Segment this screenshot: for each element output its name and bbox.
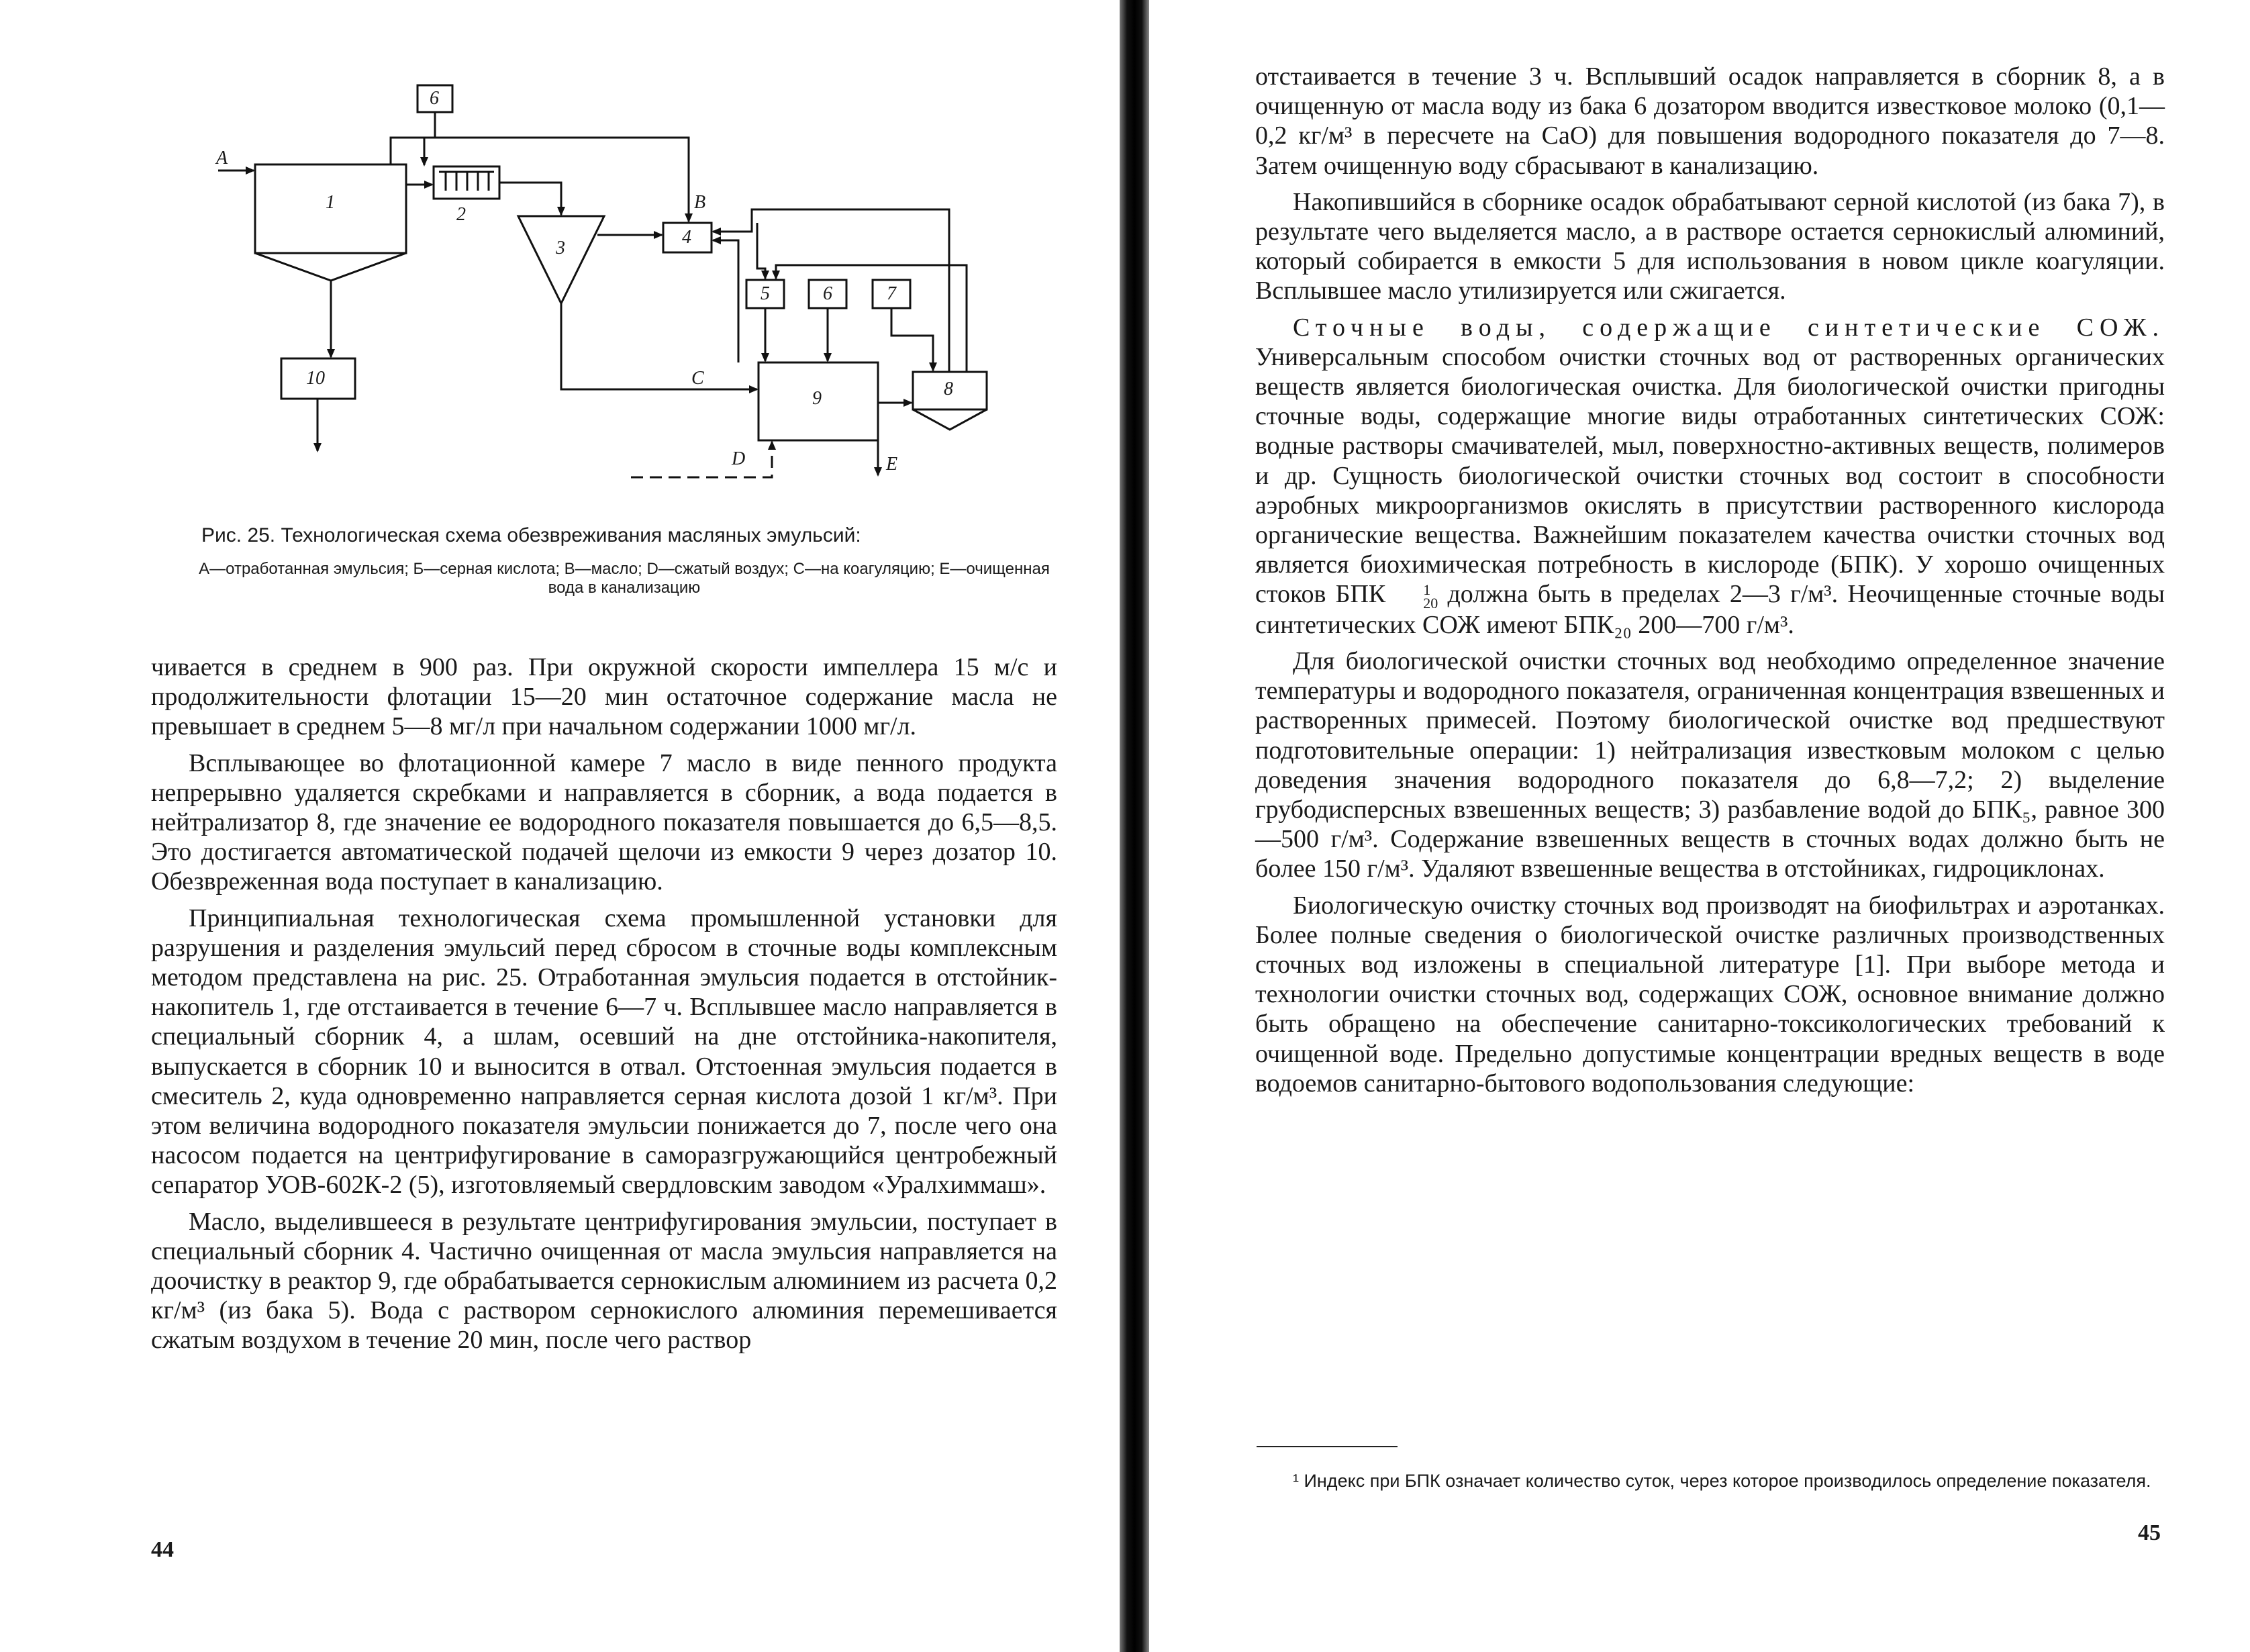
section-heading-sozh: Сточные воды, содержащие синтетические СОЖ. — [1293, 313, 2165, 342]
footnote: ¹ Индекс при БПК означает количество суток, через которое производилось определение показателя. — [1293, 1471, 2151, 1491]
flow-label-d: D — [732, 448, 746, 469]
box-label-3: 3 — [556, 238, 565, 258]
flow-label-e: E — [886, 454, 898, 475]
footnote-divider — [1257, 1446, 1398, 1447]
figure-caption-legend: А—отработанная эмульсия; Б—серная кислота; В—масло; D—сжатый воздух; С—на коагуляцию; Е—очищенная вода в канализацию — [199, 560, 1050, 597]
box-label-7: 7 — [887, 283, 896, 304]
box-label-4: 4 — [682, 227, 691, 248]
box-label-8: 8 — [944, 379, 953, 399]
left-page-body — [151, 652, 1057, 1362]
bpk-subscript: 20 — [1423, 594, 1438, 612]
right-paragraph-3-tail: должна быть в пределах 2—3 г/м³. Неочищенные сточные воды синтетических СОЖ имеют БПК₂₀ 200—700 г/м³. — [1255, 580, 2165, 639]
box-label-6: 6 — [823, 283, 832, 304]
right-paragraph-4: Для биологической очистки сточных вод необходимо определенное значение температуры и водородного показателя, ограниченная концентрация взвешенных и растворенных примесей. Поэтому биологической очистке вод предшествуют подготовительные операции: 1) нейтрализация известковым молоком с целью доведения значения водородного показателя до 6,8—7,2; 2) выделение грубодисперсных взвешенных веществ; 3) разбавление водой до БПК₅, равное 300—500 г/м³. Содержание взвешенных веществ в сточных водах должно быть не более 150 г/м³. Удаляют взвешенные вещества в отстойниках, гидроциклонах. — [1255, 646, 2165, 883]
figure-caption-title: Рис. 25. Технологическая схема обезвреживания масляных эмульсий: — [201, 524, 861, 546]
box-label-5: 5 — [761, 283, 770, 304]
bpk-term: БПК — [1335, 580, 1386, 609]
bpk-footnote-mark: 1 — [1423, 581, 1431, 598]
box-label-9: 9 — [812, 388, 822, 409]
box-label-2: 2 — [456, 204, 466, 225]
left-paragraph-1: чивается в среднем в 900 раз. При окружной скорости импеллера 15 м/с и продолжительности флотации 15—20 мин остаточное содержание масла не превышает в среднем 5—8 мг/л при начальном содержании 1000 мг/л. — [151, 653, 1057, 741]
flow-label-b: B — [694, 192, 706, 213]
diagram-lines — [195, 67, 1067, 497]
right-paragraph-3 — [1255, 313, 2165, 640]
flow-label-a: A — [216, 148, 228, 168]
left-paragraph-3: Принципиальная технологическая схема промышленной установки для разрушения и разделения эмульсий перед сбросом в сточные воды комплексным методом представлена на рис. 25. Отработанная эмульсия подается в отстойник-накопитель 1, где отстаивается в течение 6—7 ч. Всплывшее масло направляется в специальный сборник 4, а шлам, осевший на дне отстойника-накопителя, выпускается в сборник 10 и выносится в отвал. Отстоенная эмульсия подается в смеситель 2, куда одновременно направляется серная кислота дозой 1 кг/м³. При этом величина водородного показателя эмульсии понижается до 7, после чего она насосом подается на центрифугирование в саморазгружающийся центробежный сепаратор УОВ-602К-2 (5), изготовляемый свердловским заводом «Уралхиммаш». — [151, 904, 1057, 1200]
right-paragraph-3-body: Универсальным способом очистки сточных вод от растворенных органических веществ является биологическая очистка. Для биологической очистки пригодны сточные воды, содержащие многие виды отработанных синтетических СОЖ: водные растворы смачивателей, мыл, поверхностно-активных веществ, полимеров и др. Сущность биологической очистки сточных вод состоит в способности аэробных микроорганизмов окислять в присутствии растворенного кислорода органические вещества. Важнейшим показателем качества очистки сточных вод является биохимическая потребность в кислороде (БПК). У хорошо очищенных стоков — [1255, 342, 2165, 609]
left-page — [0, 0, 1120, 1652]
right-paragraph-5: Биологическую очистку сточных вод производят на биофильтрах и аэротанках. Более полные сведения о биологической очистке различных производственных сточных вод изложены в специальной литературе [1]. При выборе метода и технологии очистки сточных вод, содержащих СОЖ, основное внимание должно быть обращено на обеспечение санитарно-токсикологических требований к очищенной воде. Предельно допустимые концентрации вредных веществ в воде водоемов санитарно-бытового водопользования следующие: — [1255, 891, 2165, 1098]
separator-3 — [518, 216, 604, 303]
right-page-body — [1255, 62, 2165, 1105]
settler-tank-1-cone — [255, 253, 406, 281]
box-label-1: 1 — [326, 192, 335, 213]
right-paragraph-2: Накопившийся в сборнике осадок обрабатывают серной кислотой (из бака 7), в результате чего выделяется масло, а в растворе остается сернокислый алюминий, который собирается в емкости 5 для использования в новом цикле коагуляции. Всплывшее масло утилизируется или сжигается. — [1255, 187, 2165, 305]
left-paragraph-2: Всплывающее во флотационной камере 7 масло в виде пенного продукта непрерывно удаляется скребками и направляется в сборник, а вода подается в нейтрализатор 8, где значение ее водородного показателя повышается до 6,5—8,5. Это достигается автоматической подачей щелочи из емкости 9 через дозатор 10. Обезвреженная вода поступает в канализацию. — [151, 748, 1057, 896]
book-spine — [1120, 0, 1149, 1652]
process-diagram — [195, 67, 1067, 497]
flow-label-c: C — [691, 368, 704, 389]
page-number-left: 44 — [151, 1537, 174, 1562]
box-label-b5: 6 — [430, 88, 439, 109]
right-paragraph-1: отстаивается в течение 3 ч. Всплывший осадок направляется в сборник 8, а в очищенную от масла воду из бака 6 дозатором вводится известковое молоко (0,1—0,2 кг/м³ в пересчете на СаО) для повышения водородного показателя до 7—8. Затем очищенную воду сбрасывают в канализацию. — [1255, 62, 2165, 180]
left-paragraph-4: Масло, выделившееся в результате центрифугирования эмульсии, поступает в специальный сборник 4. Частично очищенная от масла эмульсия направляется на доочистку в реактор 9, где обрабатывается сернокислым алюминием из расчета 0,2 кг/м³ (из бака 5). Вода с раствором сернокислого алюминия перемешивается сжатым воздухом в течение 20 мин, после чего раствор — [151, 1207, 1057, 1355]
page-number-right: 45 — [2138, 1520, 2161, 1545]
box-label-10: 10 — [306, 368, 325, 389]
